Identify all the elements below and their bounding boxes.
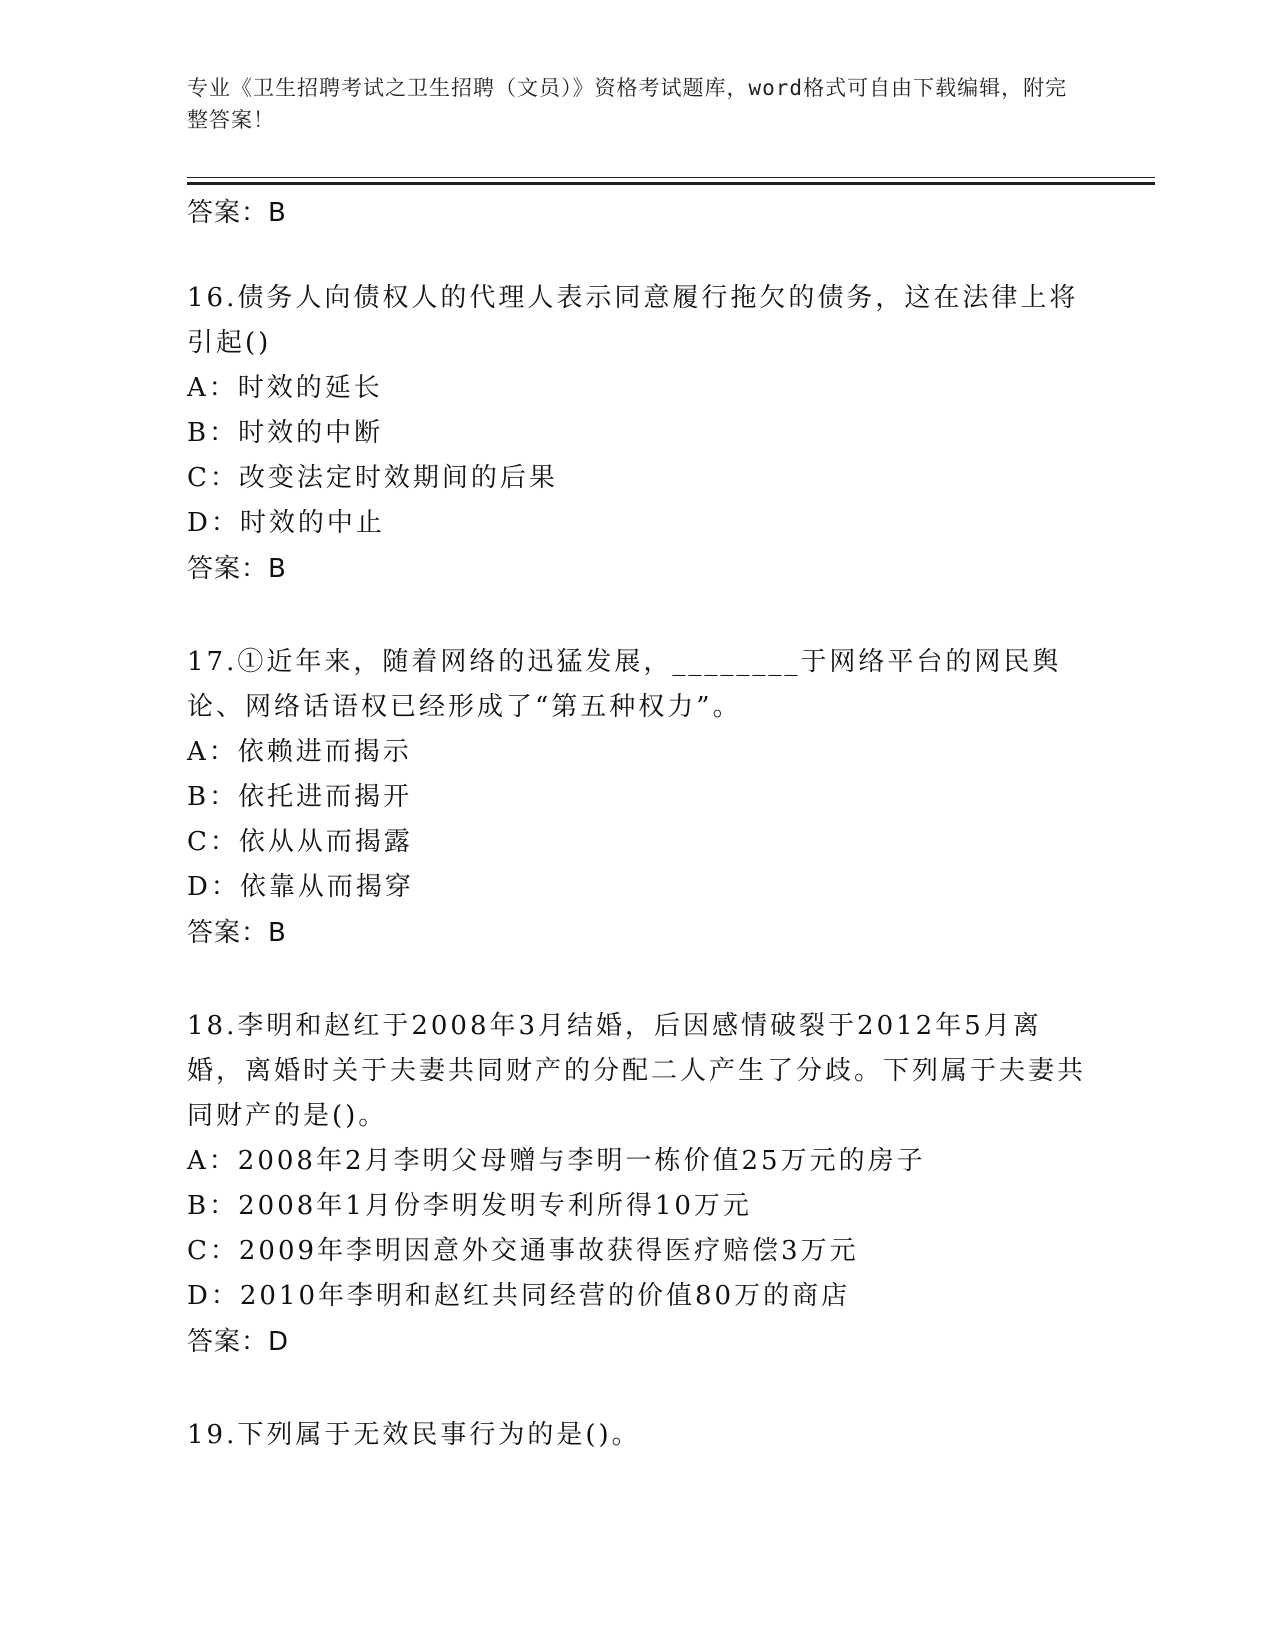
question-list bbox=[187, 190, 1087, 1458]
question-stem: 17.①近年来，随着网络的迅猛发展，________于网络平台的网民舆论、网络话语权已经形成了“第五种权力”。 bbox=[187, 647, 1062, 722]
header-rule-thick bbox=[187, 182, 1155, 185]
question-stem: 19.下列属于无效民事行为的是()。 bbox=[187, 1420, 641, 1450]
option-a: A：依赖进而揭示 bbox=[187, 737, 412, 767]
option-c: C：2009年李明因意外交通事故获得医疗赔偿3万元 bbox=[187, 1236, 859, 1266]
answer-label: 答案：B bbox=[187, 918, 287, 948]
answer-label: 答案：B bbox=[187, 198, 287, 228]
option-b: B：依托进而揭开 bbox=[187, 782, 413, 812]
answer-label: 答案：B bbox=[187, 554, 287, 584]
option-d: D：2010年李明和赵红共同经营的价值80万的商店 bbox=[187, 1281, 851, 1311]
question-stem: 18.李明和赵红于2008年3月结婚，后因感情破裂于2012年5月离婚，离婚时关于夫妻共同财产的分配二人产生了分歧。下列属于夫妻共同财产的是()。 bbox=[187, 1011, 1087, 1131]
answer-label: 答案：D bbox=[187, 1327, 290, 1357]
option-b: B：时效的中断 bbox=[187, 418, 384, 448]
option-a: A：时效的延长 bbox=[187, 373, 383, 403]
option-b: B：2008年1月份李明发明专利所得10万元 bbox=[187, 1191, 752, 1221]
document-header: 专业《卫生招聘考试之卫生招聘（文员）》资格考试题库，word格式可自由下载编辑，附完整答案！ bbox=[187, 76, 1068, 132]
option-a: A：2008年2月李明父母赠与李明一栋价值25万元的房子 bbox=[187, 1146, 926, 1176]
question-block-19 bbox=[187, 1413, 1087, 1458]
question-block-18 bbox=[187, 1004, 1087, 1365]
question-stem: 16.债务人向债权人的代理人表示同意履行拖欠的债务，这在法律上将引起() bbox=[187, 283, 1079, 358]
option-d: D：时效的中止 bbox=[187, 508, 385, 538]
option-d: D：依靠从而揭穿 bbox=[187, 872, 414, 902]
question-block-16 bbox=[187, 276, 1087, 592]
header-rule-thin bbox=[187, 177, 1155, 178]
option-c: C：改变法定时效期间的后果 bbox=[187, 463, 558, 493]
option-c: C：依从从而揭露 bbox=[187, 827, 413, 857]
question-block-17 bbox=[187, 640, 1087, 956]
